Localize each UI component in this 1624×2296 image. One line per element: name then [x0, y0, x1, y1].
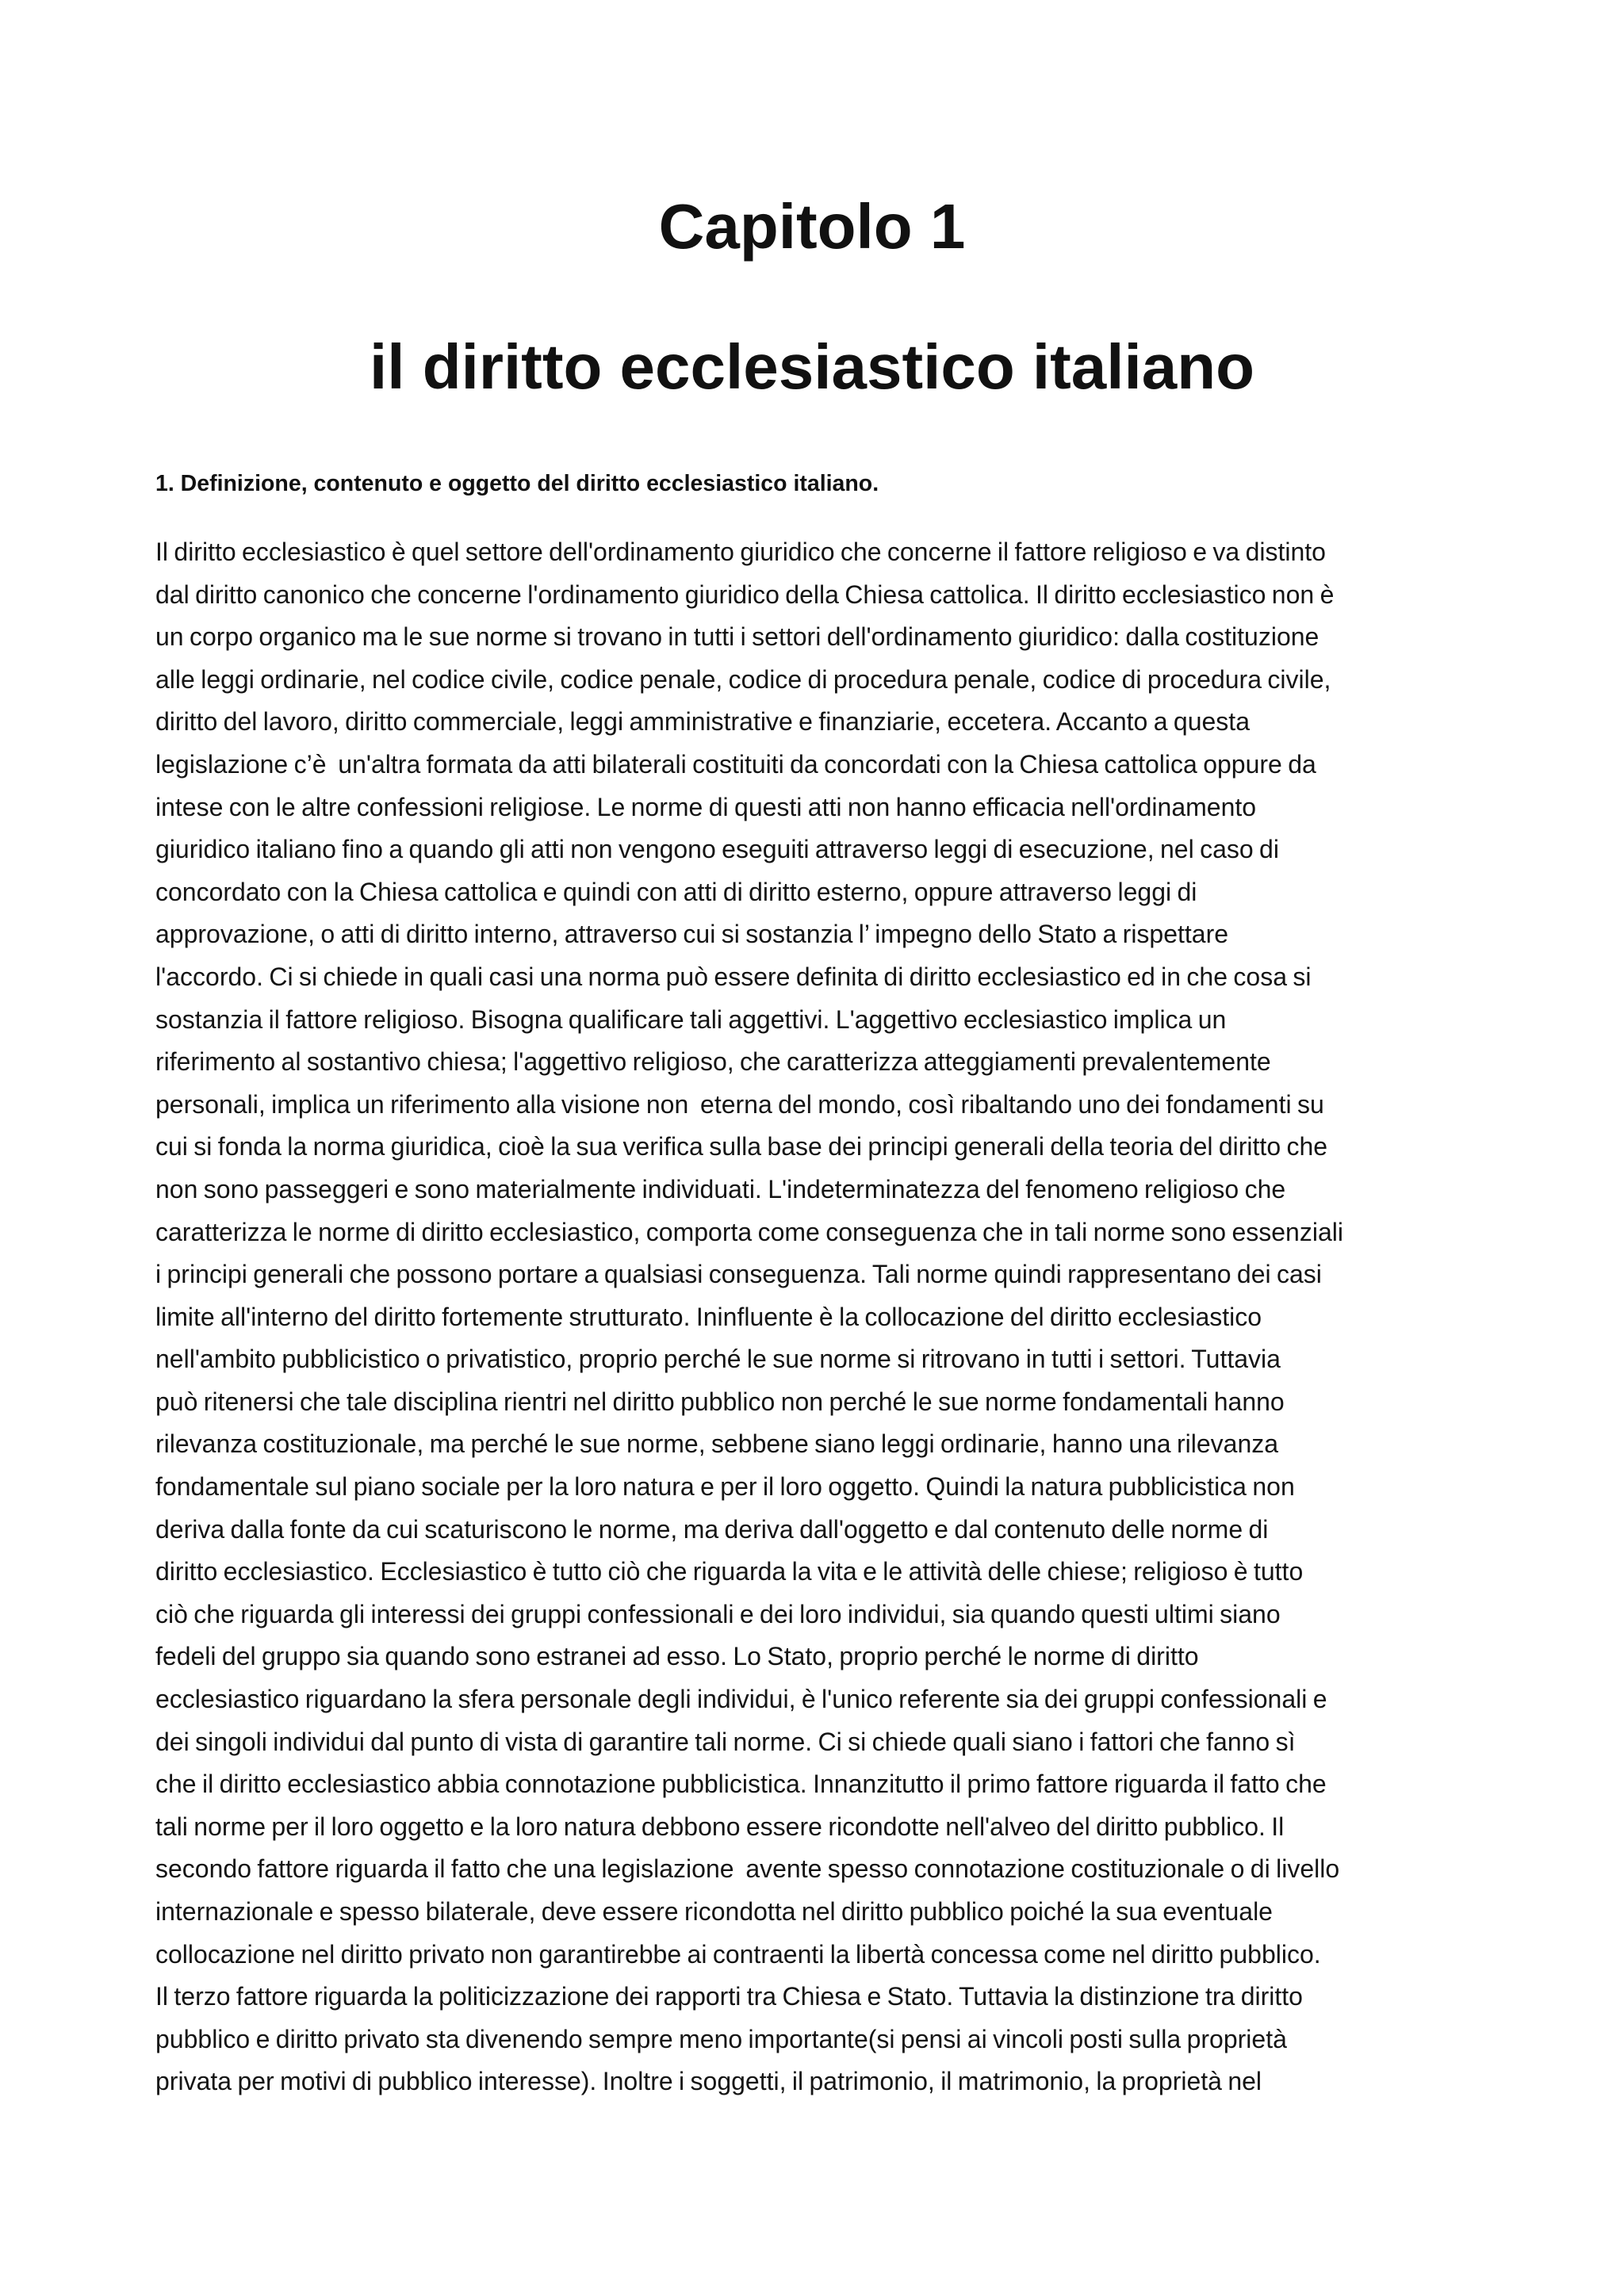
- body-text-line: pubblico e diritto privato sta divenendo sempre meno importante(si pensi ai vincoli posti sulla proprietà: [155, 2024, 1287, 2053]
- body-text-line: intese con le altre confessioni religiose. Le norme di questi atti non hanno efficacia nell'ordinamento: [155, 792, 1257, 821]
- body-paragraph: [155, 531, 1503, 2103]
- body-text-line: può ritenersi che tale disciplina rientri nel diritto pubblico non perché le sue norme fondamentali hanno: [155, 1387, 1285, 1416]
- body-text-line: riferimento al sostantivo chiesa; l'aggettivo religioso, che caratterizza atteggiamenti prevalentemente: [155, 1047, 1271, 1077]
- body-text-line: collocazione nel diritto privato non garantirebbe ai contraenti la libertà concessa come nel diritto pubblico.: [155, 1939, 1321, 1969]
- body-text-line: tali norme per il loro oggetto e la loro natura debbono essere ricondotte nell'alveo del diritto pubblico. Il: [155, 1812, 1285, 1841]
- body-text-line: diritto ecclesiastico. Ecclesiastico è tutto ciò che riguarda la vita e le attività delle chiese; religioso è tutto: [155, 1557, 1304, 1586]
- body-text-line: caratterizza le norme di diritto ecclesiastico, comporta come conseguenza che in tali norme sono essenziali: [155, 1217, 1343, 1246]
- body-text-line: dal diritto canonico che concerne l'ordinamento giuridico della Chiesa cattolica. Il diritto ecclesiastico non è: [155, 580, 1335, 609]
- body-text-line: l'accordo. Ci si chiede in quali casi una norma può essere definita di diritto ecclesiastico ed in che cosa si: [155, 962, 1312, 991]
- body-text-line: sostanzia il fattore religioso. Bisogna qualificare tali aggettivi. L'aggettivo ecclesiastico implica un: [155, 1004, 1227, 1034]
- chapter-title: il diritto ecclesiastico italiano: [370, 331, 1254, 402]
- body-text-line: deriva dalla fonte da cui scaturiscono le norme, ma deriva dall'oggetto e dal contenuto delle norme di: [155, 1514, 1269, 1544]
- body-text-line: secondo fattore riguarda il fatto che una legislazione avente spesso connotazione costituzionale o di livello: [155, 1854, 1340, 1884]
- body-text-line: rilevanza costituzionale, ma perché le sue norme, sebbene siano leggi ordinarie, hanno una rilevanza: [155, 1429, 1279, 1459]
- body-text-line: i principi generali che possono portare a qualsiasi conseguenza. Tali norme quindi rappresentano dei casi: [155, 1260, 1322, 1289]
- body-text-line: alle leggi ordinarie, nel codice civile, codice penale, codice di procedura penale, codice di procedura civile,: [155, 664, 1331, 694]
- body-text-line: nell'ambito pubblicistico o privatistico, proprio perché le sue norme si ritrovano in tutti i settori. Tuttavia: [155, 1345, 1281, 1374]
- body-text-line: privata per motivi di pubblico interesse). Inoltre i soggetti, il patrimonio, il matrimonio, la proprietà nel: [155, 2067, 1262, 2096]
- body-text-line: non sono passeggeri e sono materialmente individuati. L'indeterminatezza del fenomeno religioso che: [155, 1174, 1286, 1203]
- body-text-line: internazionale e spesso bilaterale, deve essere ricondotta nel diritto pubblico poiché la sua eventuale: [155, 1897, 1273, 1926]
- body-text-line: Il terzo fattore riguarda la politicizzazione dei rapporti tra Chiesa e Stato. Tuttavia la distinzione tra diritto: [155, 1982, 1303, 2011]
- section-heading: 1. Definizione, contenuto e oggetto del diritto ecclesiastico italiano.: [155, 471, 879, 496]
- body-text-line: Il diritto ecclesiastico è quel settore dell'ordinamento giuridico che concerne il fattore religioso e va distinto: [155, 538, 1326, 566]
- body-text-line: dei singoli individui dal punto di vista di garantire tali norme. Ci si chiede quali siano i fattori che fanno sì: [155, 1727, 1296, 1756]
- body-text-line: cui si fonda la norma giuridica, cioè la sua verifica sulla base dei principi generali della teoria del diritto che: [155, 1132, 1328, 1161]
- body-text-line: giuridico italiano fino a quando gli atti non vengono eseguiti attraverso leggi di esecuzione, nel caso di: [155, 835, 1279, 864]
- body-text-line: fondamentale sul piano sociale per la loro natura e per il loro oggetto. Quindi la natura pubblicistica non: [155, 1472, 1295, 1502]
- body-text-line: fedeli del gruppo sia quando sono estranei ad esso. Lo Stato, proprio perché le norme di diritto: [155, 1642, 1199, 1671]
- body-text-line: personali, implica un riferimento alla visione non eterna del mondo, così ribaltando uno dei fondamenti su: [155, 1089, 1324, 1119]
- body-text-line: legislazione c’è un'altra formata da atti bilaterali costituiti da concordati con la Chiesa cattolica oppure da: [155, 749, 1316, 779]
- body-text-line: che il diritto ecclesiastico abbia connotazione pubblicistica. Innanzitutto il primo fattore riguarda il fatto che: [155, 1770, 1327, 1799]
- body-text-line: diritto del lavoro, diritto commerciale, leggi amministrative e finanziarie, eccetera. Accanto a questa: [155, 707, 1250, 737]
- chapter-number: Capitolo 1: [658, 191, 966, 262]
- body-text-line: approvazione, o atti di diritto interno, attraverso cui si sostanzia l’ impegno dello Stato a rispettare: [155, 920, 1229, 949]
- body-text-line: ciò che riguarda gli interessi dei gruppi confessionali e dei loro individui, sia quando questi ultimi siano: [155, 1599, 1281, 1628]
- body-text-line: ecclesiastico riguardano la sfera personale degli individui, è l'unico referente sia dei gruppi confessionali e: [155, 1685, 1327, 1714]
- body-text-line: concordato con la Chiesa cattolica e quindi con atti di diritto esterno, oppure attraverso leggi di: [155, 877, 1197, 906]
- body-text-line: un corpo organico ma le sue norme si trovano in tutti i settori dell'ordinamento giuridico: dalla costituzione: [155, 622, 1320, 652]
- body-text-line: limite all'interno del diritto fortemente strutturato. Ininfluente è la collocazione del diritto ecclesiastico: [155, 1302, 1262, 1331]
